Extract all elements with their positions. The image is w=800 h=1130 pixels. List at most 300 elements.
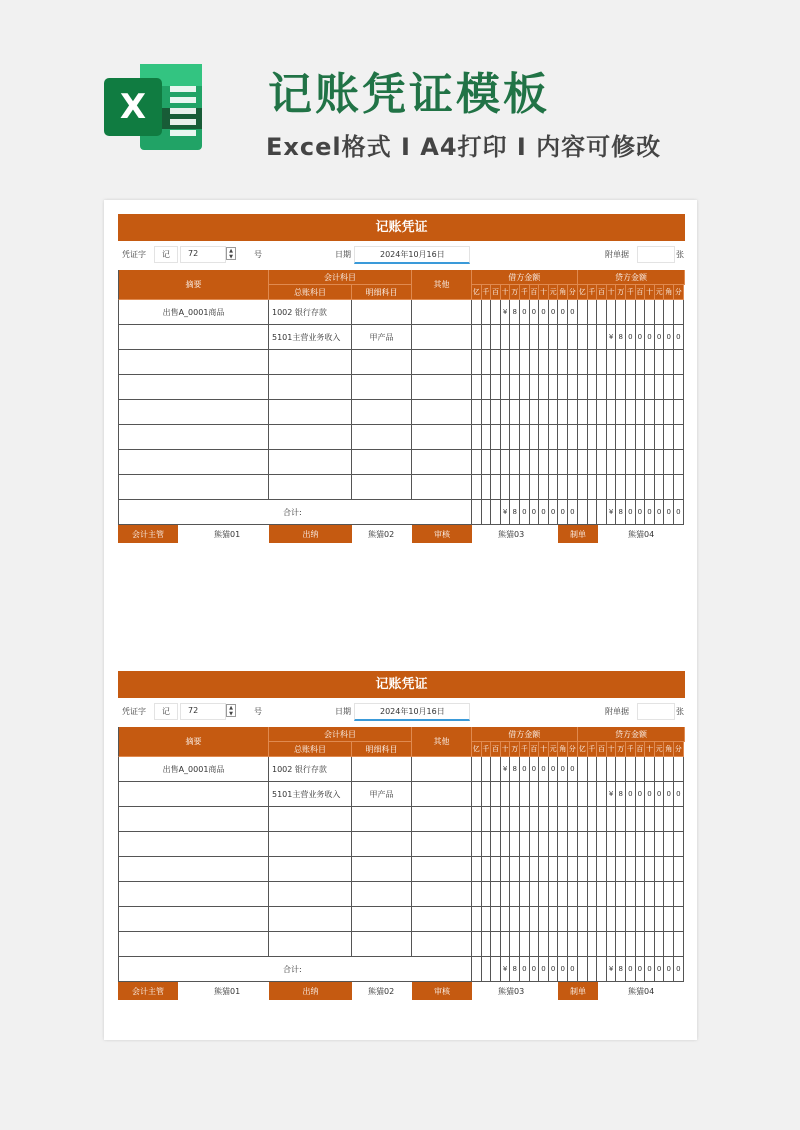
credit-digit-cell [645, 425, 655, 450]
debit-digit-cell [472, 375, 482, 400]
credit-digit-cell [597, 882, 607, 907]
debit-digit-cell [530, 857, 540, 882]
credit-digit-header: 万 [616, 742, 626, 757]
credit-digit-cell [588, 400, 598, 425]
total-credit-digit [597, 500, 607, 525]
debit-digit-cell [530, 807, 540, 832]
general-account-cell: 5101主营业务收入 [269, 325, 352, 350]
credit-digit-cell [597, 907, 607, 932]
credit-digit-header: 分 [674, 285, 684, 300]
debit-digit-cell [530, 907, 540, 932]
debit-digit-cell [482, 475, 492, 500]
debit-digit-cell [539, 325, 549, 350]
debit-digit-header: 万 [510, 742, 520, 757]
general-account-cell [269, 350, 352, 375]
debit-digit-cell [539, 400, 549, 425]
credit-digit-cell [645, 832, 655, 857]
debit-digit-cell [530, 425, 540, 450]
credit-digit-cell [636, 475, 646, 500]
debit-digit-cell [549, 475, 559, 500]
credit-digit-cell [578, 475, 588, 500]
summary-cell [118, 400, 269, 425]
credit-digit-cell [578, 932, 588, 957]
signature-name: 熊猫01 [214, 529, 241, 539]
credit-digit-cell [664, 350, 674, 375]
credit-digit-cell [655, 907, 665, 932]
credit-digit-cell [578, 350, 588, 375]
credit-digit-cell: 0 [664, 782, 674, 807]
debit-digit-cell [491, 325, 501, 350]
debit-digit-cell [472, 832, 482, 857]
credit-digit-cell [616, 425, 626, 450]
credit-digit-cell [607, 375, 617, 400]
other-cell [412, 400, 472, 425]
credit-digit-cell [664, 300, 674, 325]
debit-digit-cell: 0 [530, 757, 540, 782]
debit-digit-cell [501, 325, 511, 350]
detail-account-cell: 甲产品 [352, 325, 412, 350]
credit-digit-cell [674, 907, 684, 932]
debit-digit-cell [558, 882, 568, 907]
general-account-cell: 5101主营业务收入 [269, 782, 352, 807]
credit-digit-cell [645, 375, 655, 400]
credit-digit-cell [607, 300, 617, 325]
debit-digit-cell [568, 325, 578, 350]
credit-digit-cell [588, 757, 598, 782]
total-label-cell: 合计: [118, 500, 472, 525]
voucher-number-field[interactable] [180, 246, 226, 263]
other-cell [412, 325, 472, 350]
debit-digit-cell: 0 [539, 757, 549, 782]
summary-cell: 出售A_0001商品 [118, 757, 269, 782]
credit-digit-cell [616, 375, 626, 400]
voucher-hao-label: 号 [254, 707, 262, 716]
voucher-number-spinner[interactable]: ▲ ▼ [226, 247, 236, 260]
credit-digit-cell [616, 832, 626, 857]
credit-digit-cell [578, 325, 588, 350]
general-account-cell [269, 882, 352, 907]
debit-digit-cell [472, 450, 482, 475]
debit-digit-cell [558, 375, 568, 400]
total-credit-digit: 0 [626, 500, 636, 525]
attach-count-field[interactable] [637, 703, 675, 720]
page-title: 记账凭证模板 [268, 69, 550, 120]
credit-digit-cell [616, 300, 626, 325]
credit-digit-cell [578, 782, 588, 807]
voucher-word-value: 记 [162, 250, 170, 259]
credit-digit-cell: 8 [616, 782, 626, 807]
credit-digit-cell [597, 325, 607, 350]
debit-digit-cell [520, 807, 530, 832]
credit-digit-cell [578, 832, 588, 857]
credit-digit-cell [588, 425, 598, 450]
attach-count-field[interactable] [637, 246, 675, 263]
credit-digit-cell [636, 882, 646, 907]
total-label-cell: 合计: [118, 957, 472, 982]
general-account-cell [269, 907, 352, 932]
excel-logo-icon [104, 60, 204, 154]
general-account-cell [269, 857, 352, 882]
total-credit-digit: 0 [674, 500, 684, 525]
col-debit-header: 借方金额 [472, 727, 578, 742]
detail-account-cell [352, 757, 412, 782]
credit-digit-cell [664, 475, 674, 500]
credit-digit-header: 千 [588, 742, 598, 757]
credit-digit-cell [626, 475, 636, 500]
credit-digit-cell [655, 857, 665, 882]
detail-account-cell [352, 857, 412, 882]
other-cell [412, 882, 472, 907]
signature-name: 熊猫02 [368, 986, 395, 996]
voucher-word-value: 记 [162, 707, 170, 716]
credit-digit-cell [645, 300, 655, 325]
summary-cell [118, 375, 269, 400]
voucher-number-field[interactable] [180, 703, 226, 720]
total-debit-digit [482, 500, 492, 525]
debit-digit-cell [568, 832, 578, 857]
col-credit-header: 贷方金额 [578, 727, 685, 742]
general-account-cell [269, 425, 352, 450]
debit-digit-cell [549, 350, 559, 375]
logo-letter: X [119, 87, 147, 127]
debit-digit-cell [491, 425, 501, 450]
credit-digit-header: 百 [597, 285, 607, 300]
credit-digit-cell [626, 300, 636, 325]
debit-digit-cell [558, 325, 568, 350]
debit-digit-cell: 8 [510, 757, 520, 782]
credit-digit-cell [626, 857, 636, 882]
debit-digit-cell [568, 807, 578, 832]
credit-digit-cell [636, 300, 646, 325]
debit-digit-cell [558, 425, 568, 450]
general-account-cell [269, 807, 352, 832]
total-debit-digit [491, 500, 501, 525]
col-account-header: 会计科目 [269, 270, 412, 285]
credit-digit-cell [607, 450, 617, 475]
debit-digit-cell [472, 300, 482, 325]
credit-digit-cell [607, 807, 617, 832]
credit-digit-cell [616, 932, 626, 957]
debit-digit-header: 元 [549, 742, 559, 757]
debit-digit-cell [510, 350, 520, 375]
signature-name: 熊猫03 [498, 529, 525, 539]
general-account-cell [269, 475, 352, 500]
credit-digit-cell: 0 [626, 325, 636, 350]
debit-digit-cell [482, 300, 492, 325]
debit-digit-header: 百 [491, 285, 501, 300]
credit-digit-cell [626, 807, 636, 832]
debit-digit-cell [558, 857, 568, 882]
debit-digit-cell [530, 832, 540, 857]
col-general-header: 总账科目 [269, 285, 352, 300]
debit-digit-cell: 8 [510, 300, 520, 325]
voucher-number-spinner[interactable]: ▲ ▼ [226, 704, 236, 717]
credit-digit-header: 十 [645, 285, 655, 300]
credit-digit-cell [636, 857, 646, 882]
credit-digit-cell [664, 882, 674, 907]
debit-digit-header: 亿 [472, 285, 482, 300]
credit-digit-cell [588, 475, 598, 500]
credit-digit-cell [616, 450, 626, 475]
total-credit-digit [597, 957, 607, 982]
credit-digit-cell [645, 400, 655, 425]
debit-digit-cell [520, 832, 530, 857]
debit-digit-cell [472, 857, 482, 882]
col-debit-header: 借方金额 [472, 270, 578, 285]
debit-digit-header: 分 [568, 742, 578, 757]
signature-row [118, 982, 685, 1000]
debit-digit-cell [530, 475, 540, 500]
credit-digit-cell [674, 375, 684, 400]
debit-digit-cell [568, 932, 578, 957]
debit-digit-cell: 0 [520, 757, 530, 782]
credit-digit-cell [636, 757, 646, 782]
debit-digit-cell [501, 350, 511, 375]
credit-digit-cell [664, 375, 674, 400]
credit-digit-cell: 0 [636, 325, 646, 350]
general-account-cell [269, 832, 352, 857]
page-subtitle: Excel格式 I A4打印 I 内容可修改 [266, 133, 662, 161]
credit-digit-cell [664, 400, 674, 425]
credit-digit-cell [597, 807, 607, 832]
debit-digit-cell [482, 375, 492, 400]
debit-digit-cell [549, 907, 559, 932]
debit-digit-cell: 0 [568, 757, 578, 782]
credit-digit-cell [578, 375, 588, 400]
credit-digit-cell [626, 907, 636, 932]
debit-digit-cell: 0 [530, 300, 540, 325]
credit-digit-cell [664, 857, 674, 882]
credit-digit-header: 角 [664, 742, 674, 757]
other-cell [412, 375, 472, 400]
general-account-cell: 1002 银行存款 [269, 757, 352, 782]
debit-digit-cell [568, 450, 578, 475]
credit-digit-header: 千 [626, 742, 636, 757]
credit-digit-cell [636, 450, 646, 475]
zhang-label: 张 [676, 250, 684, 259]
credit-digit-cell [588, 882, 598, 907]
col-account-header: 会计科目 [269, 727, 412, 742]
signature-role: 出纳 [269, 982, 352, 1000]
credit-digit-header: 亿 [578, 742, 588, 757]
detail-account-cell [352, 475, 412, 500]
debit-digit-cell [558, 807, 568, 832]
credit-digit-cell [607, 425, 617, 450]
debit-digit-cell [558, 832, 568, 857]
credit-digit-cell [607, 832, 617, 857]
credit-digit-cell: 0 [674, 782, 684, 807]
credit-digit-cell [597, 425, 607, 450]
credit-digit-cell [626, 832, 636, 857]
detail-account-cell [352, 375, 412, 400]
credit-digit-cell [655, 832, 665, 857]
credit-digit-cell [674, 857, 684, 882]
general-account-cell [269, 375, 352, 400]
credit-digit-header: 十 [607, 742, 617, 757]
debit-digit-cell [491, 907, 501, 932]
credit-digit-cell [655, 300, 665, 325]
credit-digit-cell [674, 300, 684, 325]
debit-digit-cell [568, 425, 578, 450]
debit-digit-cell [482, 907, 492, 932]
detail-account-cell [352, 300, 412, 325]
debit-digit-cell [491, 375, 501, 400]
debit-digit-cell [520, 400, 530, 425]
credit-digit-cell [674, 425, 684, 450]
credit-digit-header: 十 [645, 742, 655, 757]
credit-digit-cell: 0 [674, 325, 684, 350]
total-credit-digit: 0 [655, 500, 665, 525]
voucher-meta-row [118, 244, 685, 266]
credit-digit-cell: 0 [655, 325, 665, 350]
credit-digit-cell [588, 325, 598, 350]
debit-digit-cell [472, 907, 482, 932]
total-debit-digit: ¥ [501, 957, 511, 982]
debit-digit-cell [472, 882, 482, 907]
credit-digit-cell [664, 450, 674, 475]
detail-account-cell [352, 907, 412, 932]
col-summary-header: 摘要 [118, 727, 269, 757]
credit-digit-cell [607, 757, 617, 782]
debit-digit-cell [472, 757, 482, 782]
date-label: 日期 [335, 707, 351, 716]
total-credit-digit: 8 [616, 500, 626, 525]
debit-digit-cell [482, 425, 492, 450]
debit-digit-cell [510, 907, 520, 932]
summary-cell [118, 857, 269, 882]
credit-digit-cell [578, 300, 588, 325]
debit-digit-cell [482, 932, 492, 957]
debit-digit-cell [520, 932, 530, 957]
debit-digit-cell [530, 882, 540, 907]
credit-digit-cell [655, 350, 665, 375]
total-credit-digit: 0 [674, 957, 684, 982]
debit-digit-cell [501, 375, 511, 400]
detail-account-cell [352, 807, 412, 832]
credit-digit-cell [664, 807, 674, 832]
total-credit-digit [578, 957, 588, 982]
credit-digit-cell [636, 932, 646, 957]
credit-digit-cell [588, 807, 598, 832]
voucher-meta-row [118, 701, 685, 723]
credit-digit-cell [597, 832, 607, 857]
total-credit-digit: 0 [636, 500, 646, 525]
credit-digit-cell [588, 782, 598, 807]
detail-account-cell [352, 425, 412, 450]
signature-role: 审核 [412, 525, 472, 543]
debit-digit-cell [568, 400, 578, 425]
debit-digit-cell [501, 832, 511, 857]
credit-digit-cell [645, 475, 655, 500]
debit-digit-cell [568, 475, 578, 500]
debit-digit-cell [482, 782, 492, 807]
credit-digit-cell [655, 375, 665, 400]
debit-digit-header: 分 [568, 285, 578, 300]
debit-digit-cell [482, 350, 492, 375]
total-debit-digit: 0 [549, 500, 559, 525]
debit-digit-cell [491, 857, 501, 882]
credit-digit-cell [645, 350, 655, 375]
debit-digit-cell [549, 882, 559, 907]
debit-digit-cell [501, 882, 511, 907]
debit-digit-cell [558, 932, 568, 957]
total-debit-digit [482, 957, 492, 982]
credit-digit-cell [607, 932, 617, 957]
credit-digit-header: 十 [607, 285, 617, 300]
col-other-header: 其他 [412, 727, 472, 757]
credit-digit-cell [664, 425, 674, 450]
total-debit-digit: 0 [530, 957, 540, 982]
debit-digit-header: 元 [549, 285, 559, 300]
summary-cell: 出售A_0001商品 [118, 300, 269, 325]
credit-digit-cell [674, 475, 684, 500]
total-credit-digit [588, 500, 598, 525]
credit-digit-cell [578, 907, 588, 932]
other-cell [412, 350, 472, 375]
credit-digit-cell [597, 300, 607, 325]
debit-digit-cell [549, 832, 559, 857]
debit-digit-cell [472, 325, 482, 350]
date-value: 2024年10月16日 [380, 707, 445, 716]
debit-digit-cell [520, 782, 530, 807]
total-debit-digit: 8 [510, 957, 520, 982]
debit-digit-cell [501, 475, 511, 500]
credit-digit-cell [607, 475, 617, 500]
credit-digit-cell [636, 807, 646, 832]
debit-digit-cell [510, 832, 520, 857]
credit-digit-header: 百 [597, 742, 607, 757]
debit-digit-header: 角 [558, 742, 568, 757]
summary-cell [118, 350, 269, 375]
credit-digit-cell [664, 832, 674, 857]
total-debit-digit: 0 [520, 957, 530, 982]
credit-digit-header: 千 [626, 285, 636, 300]
other-cell [412, 475, 472, 500]
credit-digit-cell [616, 907, 626, 932]
credit-digit-cell [578, 450, 588, 475]
detail-account-cell [352, 350, 412, 375]
debit-digit-cell [472, 350, 482, 375]
detail-account-cell [352, 882, 412, 907]
debit-digit-cell [510, 425, 520, 450]
total-debit-digit: 0 [568, 957, 578, 982]
signature-role: 出纳 [269, 525, 352, 543]
debit-digit-cell [539, 425, 549, 450]
credit-digit-cell [645, 857, 655, 882]
total-debit-digit: 0 [568, 500, 578, 525]
credit-digit-cell: 0 [645, 325, 655, 350]
total-credit-digit: 0 [626, 957, 636, 982]
debit-digit-cell [510, 375, 520, 400]
total-credit-digit: 8 [616, 957, 626, 982]
debit-digit-header: 亿 [472, 742, 482, 757]
credit-digit-cell [674, 350, 684, 375]
debit-digit-cell [491, 350, 501, 375]
debit-digit-cell [472, 475, 482, 500]
total-credit-digit [588, 957, 598, 982]
detail-account-cell: 甲产品 [352, 782, 412, 807]
credit-digit-cell [597, 932, 607, 957]
detail-account-cell [352, 450, 412, 475]
credit-digit-cell [616, 882, 626, 907]
voucher-title: 记账凭证 [118, 214, 685, 241]
debit-digit-cell [558, 350, 568, 375]
debit-digit-cell [510, 782, 520, 807]
debit-digit-cell [549, 857, 559, 882]
credit-digit-cell [578, 882, 588, 907]
debit-digit-cell [491, 782, 501, 807]
debit-digit-cell: 0 [539, 300, 549, 325]
